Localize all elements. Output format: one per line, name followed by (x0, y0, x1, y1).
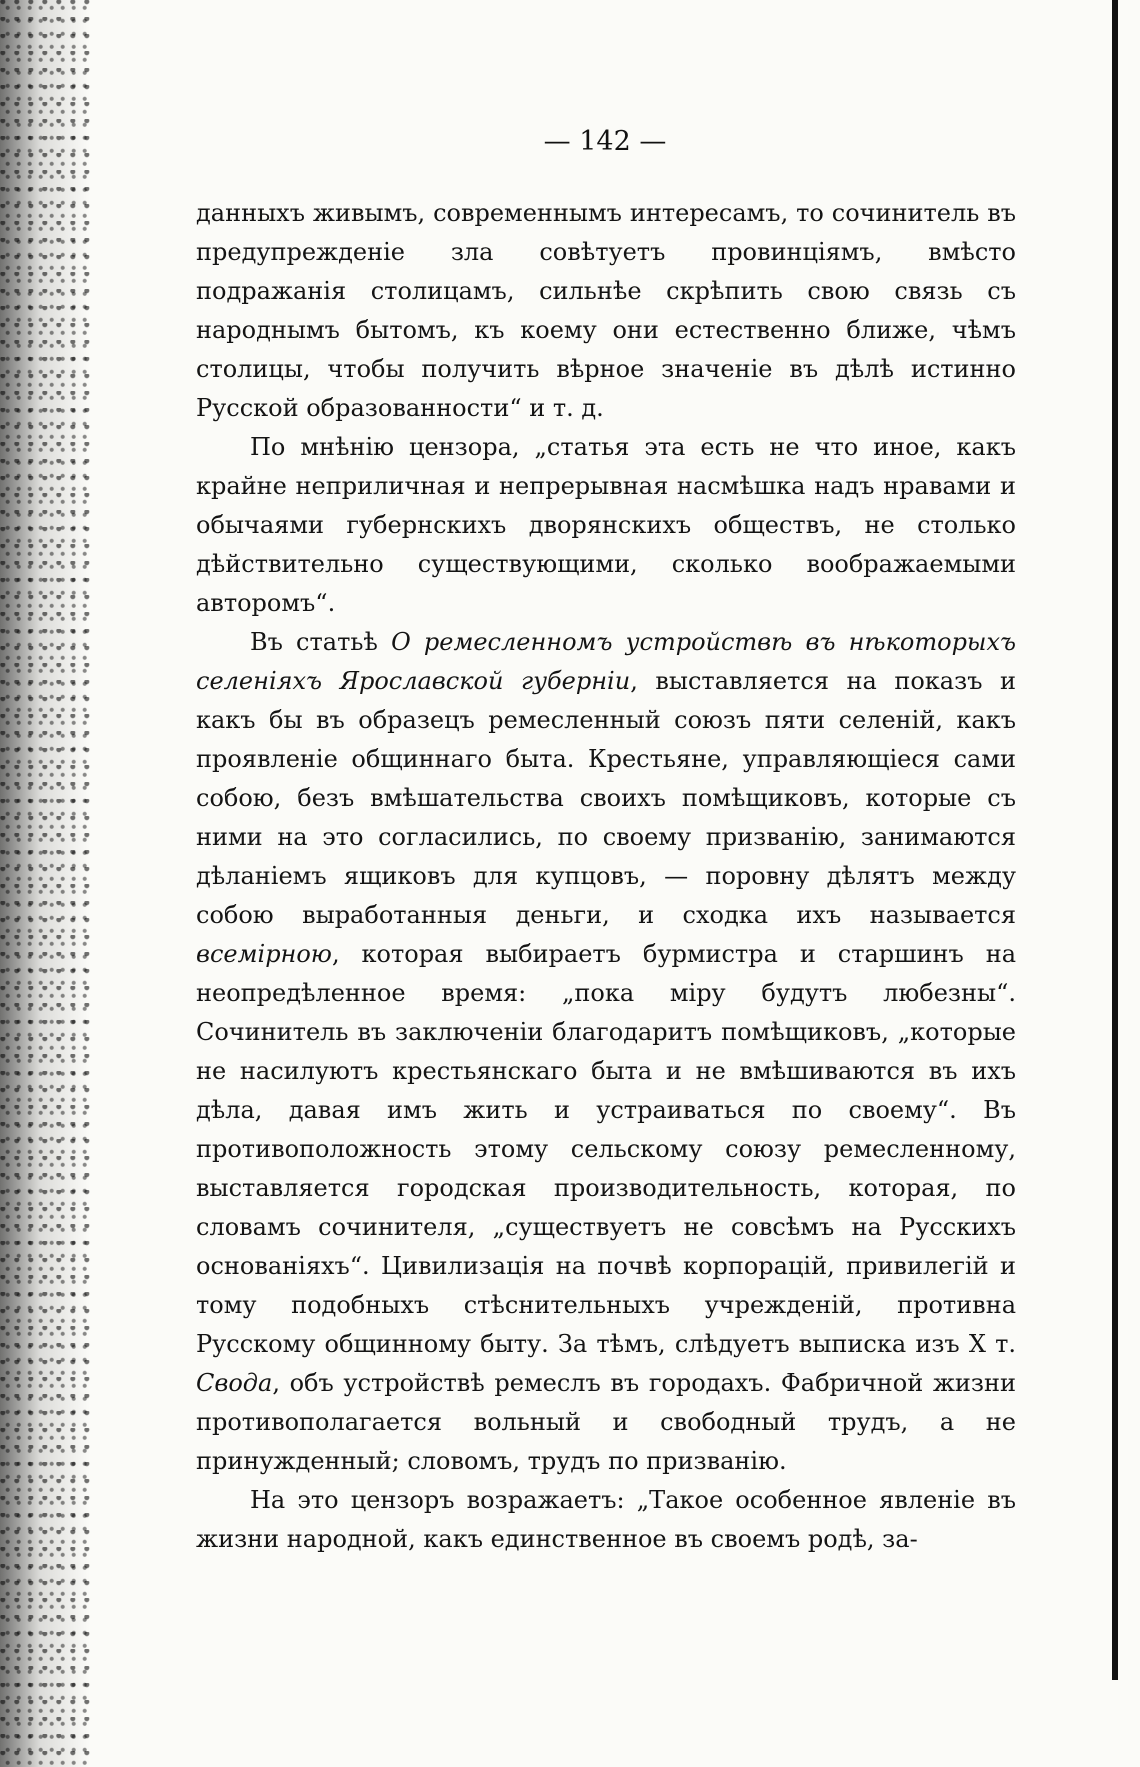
italic-text-segment: Свода (196, 1369, 273, 1397)
text-segment: На это цензоръ возражаетъ: „Такое особенное явленіе въ жизни народной, какъ единственное въ своемъ родѣ, за- (196, 1486, 1016, 1553)
italic-text-segment: О ремесленномъ устройствѣ въ нѣкоторыхъ селеніяхъ Ярославской губерніи (196, 628, 1017, 695)
paragraph-4 (196, 1481, 1016, 1559)
text-segment: Въ статьѣ (250, 628, 392, 656)
italic-text-segment: всемірною (196, 940, 332, 968)
paragraph-3 (196, 623, 1016, 1481)
body-text (196, 194, 1016, 1559)
text-segment: , выставляется на показъ и какъ бы въ образецъ ремесленный союзъ пяти селеній, какъ проявленіе общиннаго быта. Крестьяне, управляющіеся сами собою, безъ вмѣшательства своихъ помѣщиковъ, которые съ ними на это согласились, по своему призванію, занимаются дѣланіемъ ящиковъ для купцовъ, — поровну дѣлятъ между собою выработанныя деньги, и сходка ихъ называется (196, 667, 1016, 929)
paragraph-1 (196, 194, 1016, 428)
text-segment: , которая выбираетъ бурмистра и старшинъ на неопредѣленное время: „пока міру будутъ любезны“. Сочинитель въ заключеніи благодаритъ помѣщиковъ, „которые не насилуютъ крестьянскаго быта и не вмѣшиваются въ ихъ дѣла, давая имъ жить и устраиваться по своему“. Въ противоположность этому сельскому союзу ремесленному, выставляется городская производительность, которая, по словамъ сочинителя, „существуетъ не совсѣмъ на Русскихъ основаніяхъ“. Цивилизація на почвѣ корпорацій, привилегій и тому подобныхъ стѣснительныхъ учрежденій, противна Русскому общинному быту. За тѣмъ, слѣдуетъ выписка изъ X т. (196, 940, 1016, 1358)
text-segment: данныхъ живымъ, современнымъ интересамъ, то сочинитель въ предупрежденіе зла совѣтуетъ провинціямъ, вмѣсто подражанія столицамъ, сильнѣе скрѣпить свою связь съ народнымъ бытомъ, къ коему они естественно ближе, чѣмъ столицы, чтобы получить вѣрное значеніе въ дѣлѣ истинно Русской образованности“ и т. д. (196, 199, 1016, 422)
text-segment: , объ устройствѣ ремеслъ въ городахъ. Фабричной жизни противополагается вольный и свободный трудъ, а не принужденный; словомъ, трудъ по призванію. (196, 1369, 1016, 1475)
page-number: — 142 — (543, 126, 667, 157)
scan-right-border (1112, 0, 1118, 1680)
paragraph-2 (196, 428, 1016, 623)
scan-edge-shadow (0, 0, 90, 1767)
text-segment: По мнѣнію цензора, „статья эта есть не что иное, какъ крайне неприличная и непрерывная насмѣшка надъ нравами и обычаями губернскихъ дворянскихъ обществъ, не столько дѣйствительно существующими, сколько воображаемыми авторомъ“. (196, 433, 1016, 617)
